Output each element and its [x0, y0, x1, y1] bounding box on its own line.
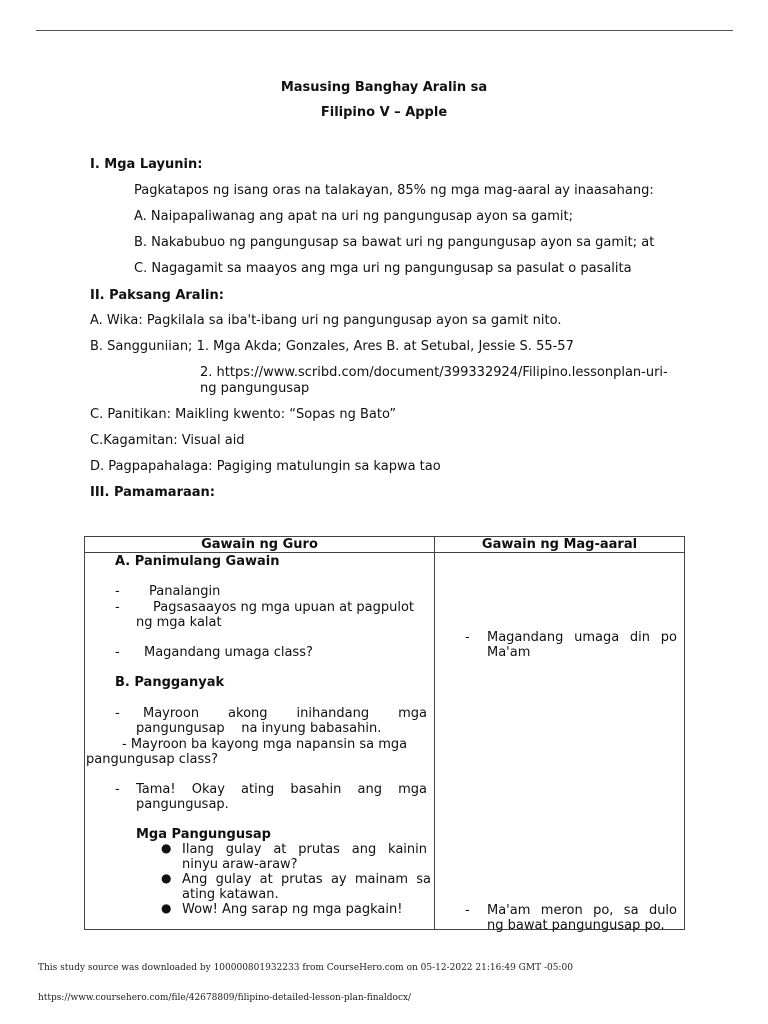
napansin-text-1: - Mayroon ba kayong mga napansin sa mga: [122, 737, 408, 752]
subject-wika: A. Wika: Pagkilala sa iba't-ibang uri ng pangungusap ayon sa gamit nito.: [90, 313, 562, 328]
objective-item: A. Naipapaliwanag ang apat na uri ng pangungusap ayon sa gamit;: [134, 209, 574, 224]
footer-download-note: This study source was downloaded by 100000801932233 from CourseHero.com on 05-12-2022 21:16:49 GMT -05:00: [38, 963, 573, 973]
top-rule: [36, 30, 733, 31]
dash-marker: -: [115, 782, 120, 797]
pagsasaayos-text-2: ng mga kalat: [136, 615, 222, 630]
pangungusap-2-line-1: Ang gulay at prutas ay mainam sa: [182, 872, 431, 887]
mga-pangungusap-heading: Mga Pangungusap: [136, 827, 271, 842]
pagsasaayos-text-1: Pagsasaayos ng mga upuan at pagpulot: [153, 600, 414, 615]
pangungusap-2-line-2: ating katawan.: [182, 887, 279, 902]
table-header-row: [85, 537, 685, 553]
document-title: Masusing Banghay Aralin sa: [280, 80, 488, 95]
footer-url: https://www.coursehero.com/file/42678809/filipino-detailed-lesson-plan-finaldocx/: [38, 993, 412, 1003]
section-objectives-heading: I. Mga Layunin:: [90, 157, 203, 172]
bullet-marker: ●: [161, 901, 172, 915]
bullet-marker: ●: [161, 841, 172, 855]
dash-marker: -: [115, 645, 120, 660]
sagot-2-line-1: Ma'am meron po, sa dulo: [487, 903, 677, 918]
subject-pagpapahalaga: D. Pagpapahalaga: Pagiging matulungin sa kapwa tao: [90, 459, 441, 474]
table-row: [85, 553, 685, 930]
panalangin-text: Panalangin: [149, 584, 221, 599]
mayroon-text-1: Mayroon akong inihandang mga: [143, 706, 427, 721]
pangganyak-heading: B. Pangganyak: [115, 675, 225, 690]
sagot-1-line-2: Ma'am: [487, 645, 531, 660]
mayroon-text-2: pangungusap na inyung babasahin.: [136, 721, 382, 736]
document-subtitle: Filipino V – Apple: [320, 105, 448, 120]
objective-item: B. Nakabubuo ng pangungusap sa bawat uri ng pangungusap ayon sa gamit; at: [134, 235, 655, 250]
magandang-umaga-text: Magandang umaga class?: [144, 645, 313, 660]
cell-guro: [85, 553, 435, 930]
dash-marker: -: [115, 706, 120, 721]
sagot-1-line-1: Magandang umaga din po: [487, 630, 677, 645]
cell-magaaral: [435, 553, 685, 933]
dash-marker: -: [115, 584, 120, 599]
section-subject-heading: II. Paksang Aralin:: [90, 288, 224, 303]
dash-marker: -: [465, 903, 470, 918]
pangungusap-1-line-1: Ilang gulay at prutas ang kainin: [182, 842, 427, 857]
panimulang-gawain-heading: A. Panimulang Gawain: [115, 554, 280, 569]
bullet-marker: ●: [161, 871, 172, 885]
subject-sanggunian-link: 2. https://www.scribd.com/document/399332924/Filipino.lessonplan-uri-ng pangungusap: [200, 365, 668, 396]
dash-marker: -: [115, 600, 120, 615]
tama-text-1: Tama! Okay ating basahin ang mga: [136, 782, 427, 797]
napansin-text-2: pangungusap class?: [86, 752, 218, 767]
objective-item: C. Nagagamit sa maayos ang mga uri ng pangungusap sa pasulat o pasalita: [134, 261, 632, 276]
objectives-intro: Pagkatapos ng isang oras na talakayan, 85% ng mga mag-aaral ay inaasahang:: [134, 183, 654, 198]
subject-sanggunian: B. Sangguniian; 1. Mga Akda; Gonzales, Ares B. at Setubal, Jessie S. 55-57: [90, 339, 574, 354]
subject-kagamitan: C.Kagamitan: Visual aid: [90, 433, 245, 448]
section-procedure-heading: III. Pamamaraan:: [90, 485, 215, 500]
dash-marker: -: [465, 630, 470, 645]
pangungusap-1-line-2: ninyu araw-araw?: [182, 857, 298, 872]
tama-text-2: pangungusap.: [136, 797, 229, 812]
header-guro: Gawain ng Guro: [85, 537, 435, 553]
lesson-table: [84, 536, 685, 933]
header-magaaral: Gawain ng Mag-aaral: [435, 537, 685, 553]
subject-panitikan: C. Panitikan: Maikling kwento: “Sopas ng Bato”: [90, 407, 397, 422]
sagot-2-line-2: ng bawat pangungusap po.: [487, 918, 665, 933]
pangungusap-3: Wow! Ang sarap ng mga pagkain!: [182, 902, 403, 917]
